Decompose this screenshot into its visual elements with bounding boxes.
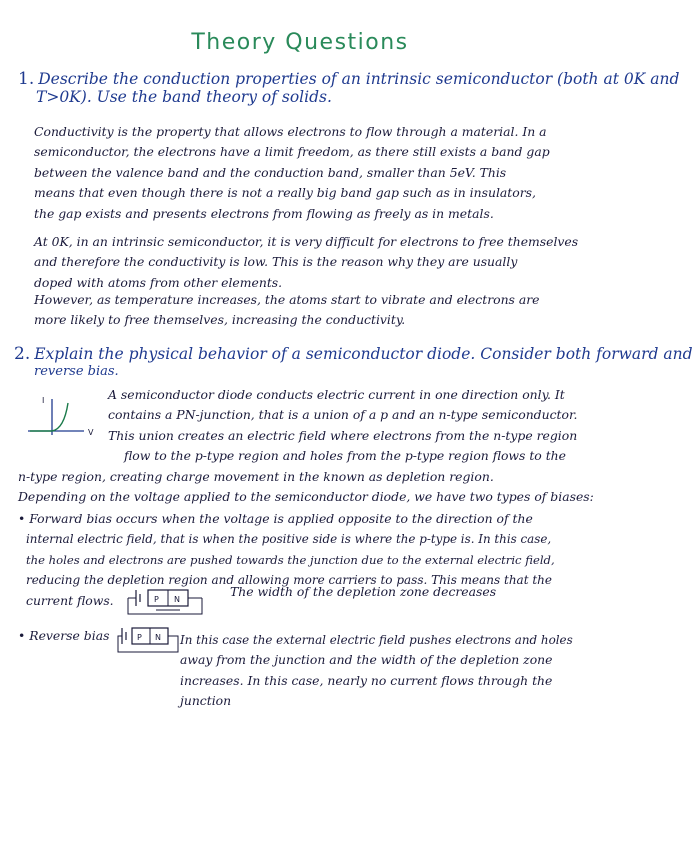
answer-2-intro-end — [18, 467, 594, 508]
text-line: current flows. — [26, 592, 114, 608]
text-line: away from the junction and the width of the depletion zone — [180, 652, 553, 668]
reverse-bias-text — [180, 630, 573, 712]
text-line: the gap exists and presents electrons from flowing as freely as in metals. — [34, 205, 494, 221]
text-line: In this case the external electric field pushes electrons and holes — [180, 633, 573, 647]
p-region-label: P — [137, 633, 142, 642]
page-title: Theory Questions — [191, 30, 409, 55]
text-line: the holes and electrons are pushed towards the junction due to the external electric field, — [26, 552, 555, 567]
question-2-line: 2. Explain the physical behavior of a semiconductor diode. Consider both forward and — [14, 344, 693, 364]
text-line: more likely to free themselves, increasing the conductivity. — [34, 312, 406, 328]
p-region-label: P — [154, 595, 159, 604]
text-line: means that even though there is not a really big band gap such as in insulators, — [34, 185, 536, 201]
text-line: Conductivity is the property that allows electrons to flow through a material. In a — [34, 124, 547, 139]
text-line: n-type region, creating charge movement in the known as depletion region. — [18, 469, 494, 484]
answer-1-paragraph-3 — [34, 290, 540, 331]
graph-i-label: I — [42, 396, 45, 405]
forward-bias-note: The width of the depletion zone decreases — [230, 584, 497, 599]
question-2-line: reverse bias. — [34, 364, 119, 379]
graph-v-label: V — [88, 428, 94, 437]
text-line: A semiconductor diode conducts electric current in one direction only. It — [108, 387, 565, 402]
text-line: doped with atoms from other elements. — [34, 274, 283, 290]
graph-curve — [30, 403, 68, 431]
forward-bias-diagram — [126, 586, 216, 620]
text-line: This union creates an electric field where electrons from the n-type region — [108, 427, 578, 443]
text-line: At 0K, in an intrinsic semiconductor, it is very difficult for electrons to free themselves — [34, 234, 579, 249]
text-line: contains a PN-junction, that is a union of a p and an n-type semiconductor. — [108, 407, 578, 423]
n-region-label: N — [155, 633, 161, 642]
text-line: Depending on the voltage applied to the semiconductor diode, we have two types of biases: — [18, 489, 594, 505]
question-1 — [18, 69, 680, 106]
text-line: However, as temperature increases, the atoms start to vibrate and electrons are — [34, 292, 540, 307]
text-line: internal electric field, that is when the positive side is where the p-type is. In this case, — [26, 532, 552, 547]
question-1-number: 1. — [18, 69, 35, 89]
reverse-bias-diagram — [118, 624, 184, 658]
text-line: flow to the p-type region and holes from the p-type region flows to the — [124, 448, 566, 464]
question-1-line: T>0K). Use the band theory of solids. — [36, 88, 332, 106]
question-2 — [14, 344, 693, 381]
question-1-line: 1. Describe the conduction properties of an intrinsic semiconductor (both at 0K and — [18, 69, 680, 89]
answer-1-paragraph-1 — [34, 122, 550, 224]
text-line: and therefore the conductivity is low. This is the reason why they are usually — [34, 254, 518, 270]
text-line: increases. In this case, nearly no current flows through the — [180, 672, 553, 688]
text-line: • Forward bias occurs when the voltage is applied opposite to the direction of the — [18, 511, 533, 526]
reverse-bias-label: • Reverse bias — [18, 628, 110, 643]
answer-2-intro — [108, 385, 577, 467]
text-line: junction — [180, 693, 232, 709]
answer-1-paragraph-2 — [34, 232, 578, 293]
n-region-label: N — [174, 595, 180, 604]
text-line: between the valence band and the conduction band, smaller than 5eV. This — [34, 164, 507, 180]
diode-iv-graph — [22, 393, 102, 443]
question-2-number: 2. — [14, 344, 31, 364]
text-line: semiconductor, the electrons have a limit freedom, as there still exists a band gap — [34, 144, 550, 160]
text-line: reducing the depletion region and allowing more carriers to pass. This means that the — [26, 573, 552, 588]
